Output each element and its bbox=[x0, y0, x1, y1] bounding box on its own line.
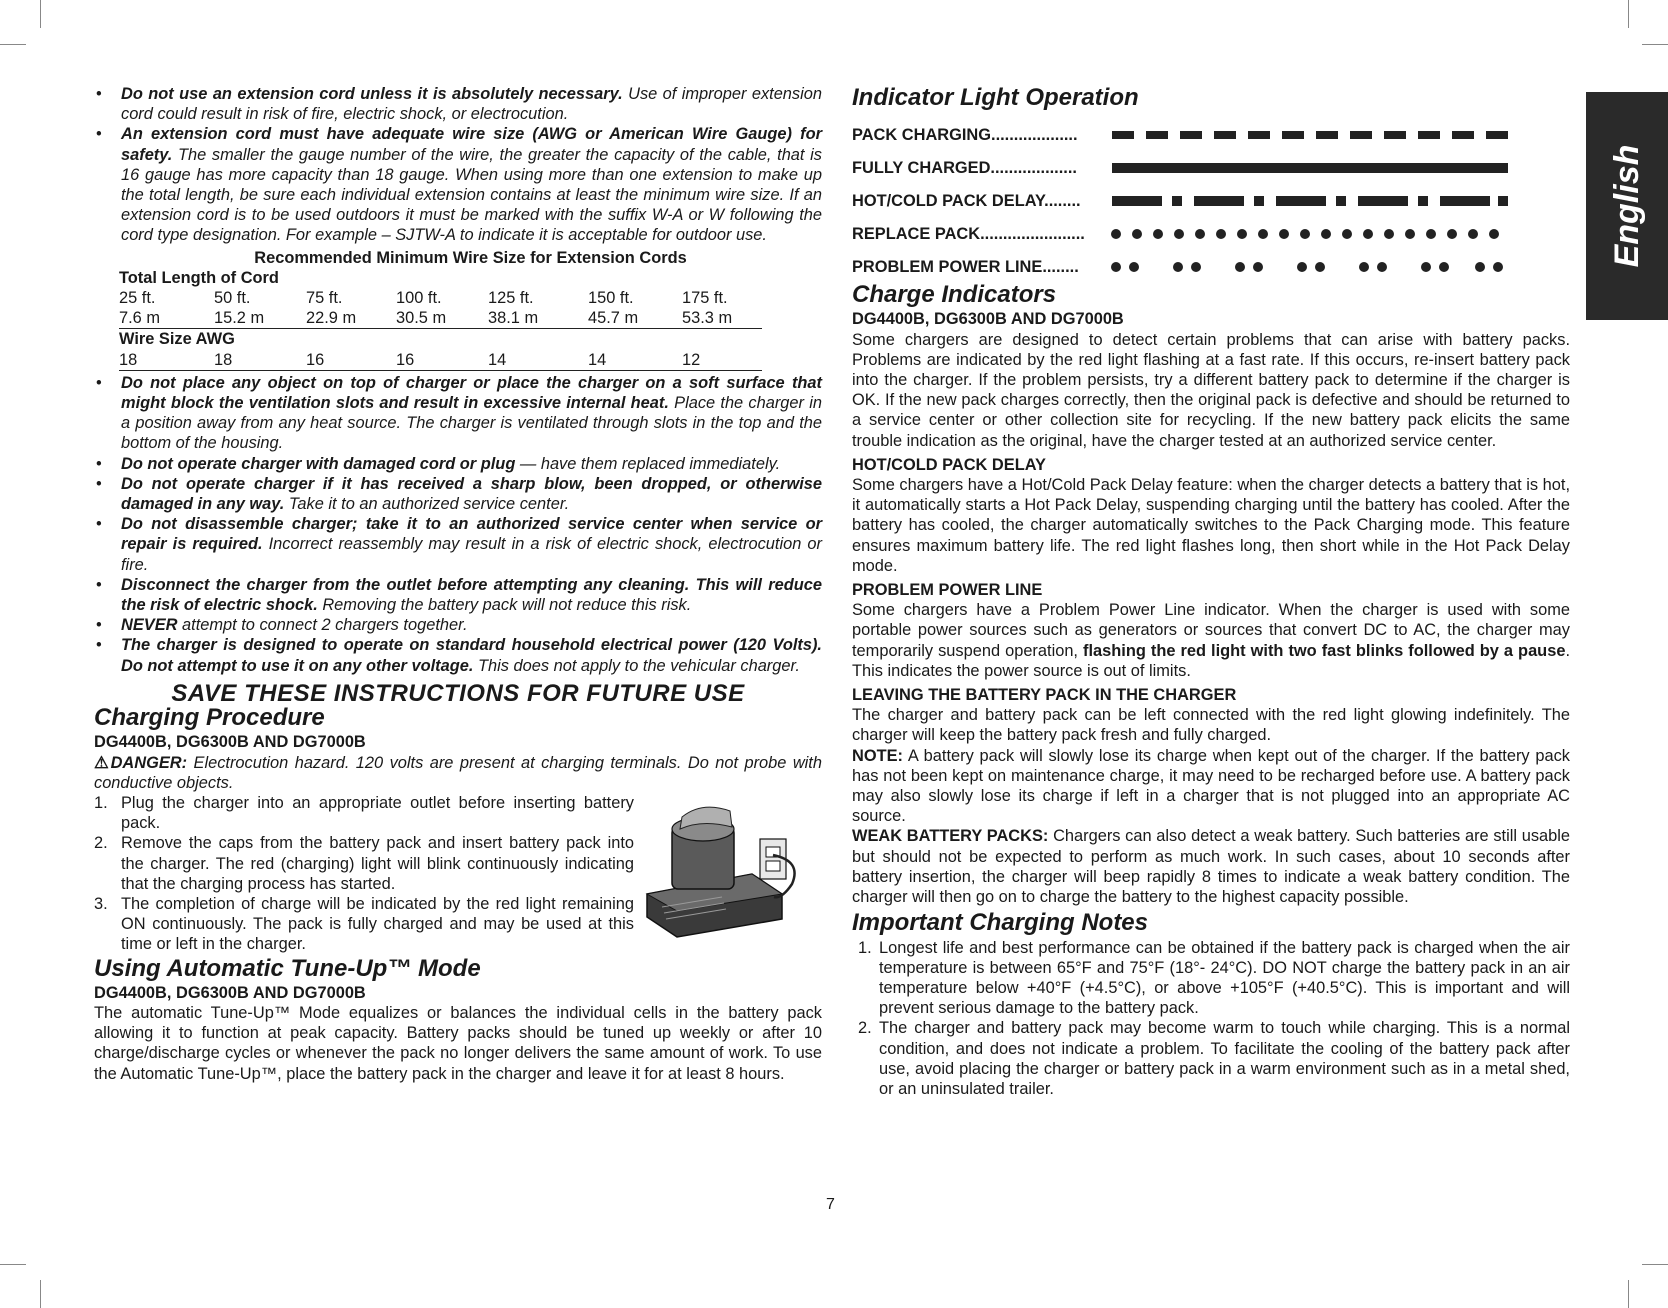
charging-steps bbox=[94, 793, 634, 955]
warning-item: • Do not place any object on top of charger or place the charger on a soft surface that might block the ventilation slots and result in excessive internal heat. Place the charger in a position away from any heat source. The charger is ventilated through slots in the top and the bottom of the housing. bbox=[94, 373, 822, 454]
warning-item: • Do not operate charger with damaged cord or plug — have them replaced immediately. bbox=[94, 454, 822, 474]
wire-table-title: Recommended Minimum Wire Size for Extension Cords bbox=[254, 248, 687, 267]
charging-steps-block bbox=[94, 793, 822, 955]
note-text: NOTE: A battery pack will slowly lose its charge when kept out of the charger. If the battery pack has not been kept on maintenance charge, it may need to be recharged before use. A battery pack may also slowly lose its charge if left in a charger that is not plugged into an appropriate AC source. bbox=[852, 746, 1570, 826]
charge-models: DG4400B, DG6300B AND DG7000B bbox=[852, 310, 1124, 329]
indicator-light-heading: Indicator Light Operation bbox=[852, 84, 1139, 111]
step-item: 2. Remove the caps from the battery pack and insert battery pack into the charger. The red (charging) light will blink continuously indicating that the charging process has started. bbox=[94, 834, 634, 893]
note-item: 1. Longest life and best performance can be obtained if the battery pack is charged when the air temperature is between 65°F and 75°F (18°- 24°C). DO NOT charge the battery pack in an air temperature below +40°F (+4.5°C), or above +105°F (+40.5°C). This is important and will prevent serious damage to the battery pack. bbox=[858, 938, 1570, 1018]
warning-item: • Do not disassemble charger; take it to an authorized service center when service or repair is required. Incorrect reassembly may result in a risk of electric shock, electrocution or fire. bbox=[94, 514, 822, 575]
charging-procedure-heading: Charging Procedure bbox=[94, 704, 325, 732]
step-item: 1. Plug the charger into an appropriate outlet before inserting battery pack. bbox=[94, 793, 634, 833]
problem-power-line-text: Some chargers have a Problem Power Line indicator. When the charger is used with some portable power sources such as generators or sources that convert DC to AC, the charger may temporarily suspend operation, flashing the red light with two fast blinks followed by a pause. This indicates the power source is out of limits. bbox=[852, 601, 1570, 680]
crop-mark bbox=[1642, 44, 1668, 45]
warning-item: • Disconnect the charger from the outlet before attempting any cleaning. This will reduce the risk of electric shock. Removing the battery pack will not reduce this risk. bbox=[94, 575, 822, 615]
crop-mark bbox=[0, 44, 26, 45]
charger-illustration bbox=[642, 799, 812, 939]
blink-pattern-icon bbox=[1110, 127, 1520, 143]
crop-mark bbox=[1642, 1264, 1668, 1265]
warning-item: • Do not operate charger if it has received a sharp blow, been dropped, or otherwise damaged in any way. Take it to an authorized service center. bbox=[94, 474, 822, 514]
important-notes-list bbox=[852, 938, 1570, 1100]
wire-table-awg-label: Wire Size AWG bbox=[119, 330, 235, 349]
danger-notice: ⚠DANGER: Electrocution hazard. 120 volts are present at charging terminals. Do not probe with conductive objects. bbox=[94, 753, 822, 792]
weak-battery-text: WEAK BATTERY PACKS: Chargers can also detect a weak battery. Such batteries are still usable but should not be expected to perform as much work. In such cases, about 10 seconds after battery insertion, the charger will beep rapidly 8 times to indicate a weak battery condition. The charger will then go on to charge the battery to the highest capacity possible. bbox=[852, 827, 1571, 907]
tuneup-models: DG4400B, DG6300B AND DG7000B bbox=[94, 983, 366, 1002]
warning-item: • An extension cord must have adequate wire size (AWG or American Wire Gauge) for safety. The smaller the gauge number of the wire, the greater the capacity of the cable, that is 16 gauge has more capacity than 18 gauge. When using more than one extension to make up the total length, be sure each individual extension contains at least the minimum wire size. If an extension cord is to be used outdoors it must be marked with the suffix W-A or W following the cord type designation. For example – SJTW-A to indicate it is acceptable for outdoor use. bbox=[94, 124, 822, 245]
crop-mark bbox=[1628, 1280, 1629, 1308]
dots-pattern-icon bbox=[1110, 226, 1520, 242]
indicator-row-replace-pack: REPLACE PACK....................... bbox=[852, 217, 1570, 250]
save-instructions-heading: SAVE THESE INSTRUCTIONS FOR FUTURE USE bbox=[171, 679, 745, 707]
charging-models: DG4400B, DG6300B AND DG7000B bbox=[94, 733, 366, 752]
problem-power-line-heading: PROBLEM POWER LINE bbox=[852, 581, 1043, 600]
note-item: 2. The charger and battery pack may become warm to touch while charging. This is a normal condition, and does not indicate a problem. To facilitate the cooling of the battery pack after use, avoid placing the charger or battery pack in a warm environment such as in a metal shed, or an uninsulated trailer. bbox=[858, 1019, 1570, 1098]
wire-table-length-label: Total Length of Cord bbox=[119, 268, 279, 287]
wire-size-table bbox=[119, 248, 822, 371]
left-column bbox=[94, 84, 822, 1084]
indicator-row-fully-charged: FULLY CHARGED................... bbox=[852, 151, 1570, 184]
indicator-row-hot-cold-delay: HOT/COLD PACK DELAY........ bbox=[852, 184, 1570, 217]
hot-cold-text: Some chargers have a Hot/Cold Pack Delay feature: when the charger detects a battery that is hot, it automatically starts a Hot Pack Delay, suspending charging until the battery has cooled. After the battery has cooled, the charger automatically switches to the Pack Charging mode. This feature ensures maximum battery life. The red light flashes long, then short while in the Hot Pack Delay mode. bbox=[852, 476, 1570, 575]
crop-mark bbox=[40, 0, 41, 28]
double-dots-pattern-icon bbox=[1110, 259, 1520, 275]
indicator-row-problem-power-line: PROBLEM POWER LINE........ bbox=[852, 250, 1570, 283]
important-notes-heading: Important Charging Notes bbox=[852, 909, 1149, 937]
warning-triangle-icon: ⚠ bbox=[94, 753, 111, 772]
step-item: 3. The completion of charge will be indicated by the red light remaining ON continuously. The pack is fully charged and may be used at this time or left in the charger. bbox=[94, 894, 634, 954]
extension-cord-warnings bbox=[94, 84, 822, 246]
tuneup-heading: Using Automatic Tune-Up™ Mode bbox=[94, 954, 481, 982]
warning-item: • NEVER attempt to connect 2 chargers together. bbox=[94, 615, 822, 635]
leaving-pack-text: The charger and battery pack can be left connected with the red light glowing indefinitely. The charger will keep the battery pack fresh and fully charged. bbox=[852, 706, 1570, 745]
warning-item: • Do not use an extension cord unless it is absolutely necessary. Use of improper extension cord could result in risk of fire, electric shock, or electrocution. bbox=[94, 84, 822, 124]
indicator-row-pack-charging: PACK CHARGING................... bbox=[852, 118, 1570, 151]
page-number: 7 bbox=[826, 1196, 835, 1213]
crop-mark bbox=[1628, 0, 1629, 28]
charge-indicators-heading: Charge Indicators bbox=[852, 281, 1057, 309]
right-column bbox=[852, 84, 1570, 1099]
hot-cold-heading: HOT/COLD PACK DELAY bbox=[852, 455, 1046, 474]
charger-warnings bbox=[94, 373, 822, 676]
wire-table-meters-row: 7.6 m 15.2 m 22.9 m 30.5 m 38.1 m 45.7 m 53.3 m bbox=[119, 308, 762, 329]
long-short-pattern-icon bbox=[1110, 193, 1520, 209]
crop-mark bbox=[40, 1280, 41, 1308]
language-tab bbox=[1586, 92, 1668, 320]
wire-table-awg-row: 18 18 16 16 14 14 12 bbox=[119, 350, 762, 371]
solid-pattern-icon bbox=[1110, 160, 1520, 176]
tuneup-text: The automatic Tune-Up™ Mode equalizes or balances the individual cells in the battery pack allowing it to function at peak capacity. Battery packs should be tuned up weekly or after 10 charge/discharge cycles or whenever the pack no longer delivers the same amount of work. To use the Automatic Tune-Up™, place the battery pack in the charger and leave it for at least 8 hours. bbox=[94, 1003, 822, 1083]
wire-table-feet-row: 25 ft. 50 ft. 75 ft. 100 ft. 125 ft. 150 ft. 175 ft. bbox=[119, 289, 728, 308]
language-tab-label: English bbox=[1607, 144, 1646, 268]
crop-mark bbox=[0, 1264, 26, 1265]
warning-item: • The charger is designed to operate on standard household electrical power (120 Volts). Do not attempt to use it on any other voltage. This does not apply to the vehicular charger. bbox=[94, 635, 822, 675]
leaving-pack-heading: LEAVING THE BATTERY PACK IN THE CHARGER bbox=[852, 686, 1237, 705]
charge-indicators-text: Some chargers are designed to detect certain problems that can arise with battery packs. Problems are indicated by the red light flashing at a fast rate. If this occurs, re-insert battery pack into the charger. If the problem persists, try a different battery pack to determine if the charger is OK. If the new pack charges correctly, then the original pack is defective and should be returned to a service center or other collection site for recycling. If the new battery pack elicits the same trouble indication as the original, have the charger tested at an authorized service center. bbox=[852, 330, 1570, 450]
